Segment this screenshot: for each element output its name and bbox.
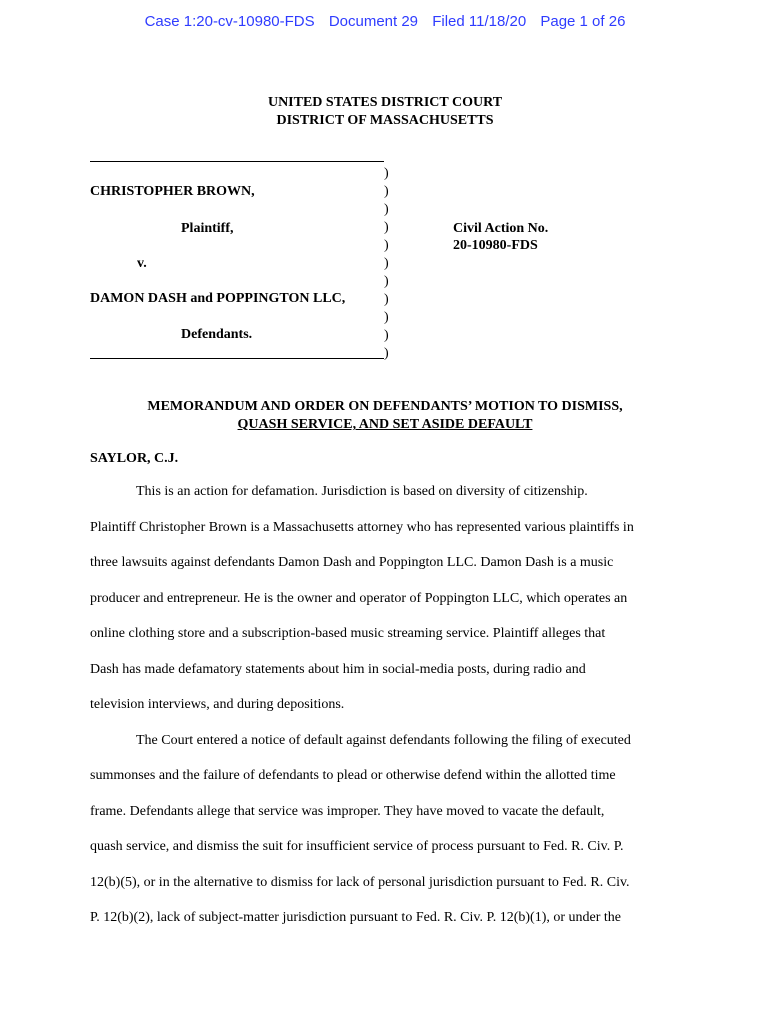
paren: ) <box>384 220 389 235</box>
filing-header <box>0 13 770 30</box>
paren: ) <box>384 256 389 271</box>
page-indicator: Page 1 of 26 <box>540 13 626 30</box>
body-line: quash service, and dismiss the suit for insufficient service of process pursuant to Fed. R. Civ. P. <box>90 839 624 854</box>
civil-action-number: 20-10980-FDS <box>453 238 538 253</box>
court-district: DISTRICT OF MASSACHUSETTS <box>276 113 494 128</box>
body-line: The Court entered a notice of default against defendants following the filing of executed <box>136 733 631 748</box>
body-line: This is an action for defamation. Jurisdiction is based on diversity of citizenship. <box>136 484 588 499</box>
defendant-name: DAMON DASH and POPPINGTON LLC, <box>90 291 346 306</box>
paren: ) <box>384 328 389 343</box>
body-line: 12(b)(5), or in the alternative to dismiss for lack of personal jurisdiction pursuant to Fed. R. Civ. <box>90 875 630 890</box>
memorandum-title: MEMORANDUM AND ORDER ON DEFENDANTS’ MOTION TO DISMISS, <box>147 399 623 414</box>
body-line: television interviews, and during depositions. <box>90 697 345 712</box>
paren: ) <box>384 184 389 199</box>
paren: ) <box>384 274 389 289</box>
body-line: P. 12(b)(2), lack of subject-matter jurisdiction pursuant to Fed. R. Civ. P. 12(b)(1), or under the <box>90 910 621 925</box>
plaintiff-role: Plaintiff, <box>181 221 234 236</box>
paren: ) <box>384 166 389 181</box>
body-line: Dash has made defamatory statements about him in social-media posts, during radio and <box>90 662 586 677</box>
court-name: UNITED STATES DISTRICT COURT <box>267 95 503 110</box>
body-line: producer and entrepreneur. He is the owner and operator of Poppington LLC, which operates an <box>90 591 628 606</box>
caption-bottom-rule <box>90 358 384 359</box>
judge-name: SAYLOR, C.J. <box>90 451 179 466</box>
paren: ) <box>384 310 389 325</box>
body-line: three lawsuits against defendants Damon Dash and Poppington LLC. Damon Dash is a music <box>90 555 614 570</box>
caption-top-rule <box>90 161 384 162</box>
body-line: Plaintiff Christopher Brown is a Massachusetts attorney who has represented various plaintiffs in <box>90 520 634 535</box>
plaintiff-name: CHRISTOPHER BROWN, <box>90 184 255 199</box>
paren: ) <box>384 346 389 361</box>
body-line: summonses and the failure of defendants to plead or otherwise defend within the allotted time <box>90 768 616 783</box>
filed-date: Filed 11/18/20 <box>432 13 527 30</box>
paren: ) <box>384 292 389 307</box>
body-line: online clothing store and a subscription-based music streaming service. Plaintiff alleges that <box>90 626 606 641</box>
paren: ) <box>384 238 389 253</box>
body-line: frame. Defendants allege that service was improper. They have moved to vacate the default, <box>90 804 605 819</box>
case-number: Case 1:20-cv-10980-FDS <box>144 13 315 30</box>
document-number: Document 29 <box>328 13 419 30</box>
versus: v. <box>137 256 147 271</box>
civil-action-label: Civil Action No. <box>453 221 549 236</box>
memorandum-subtitle: QUASH SERVICE, AND SET ASIDE DEFAULT <box>237 417 533 432</box>
defendant-role: Defendants. <box>181 327 253 342</box>
paren: ) <box>384 202 389 217</box>
